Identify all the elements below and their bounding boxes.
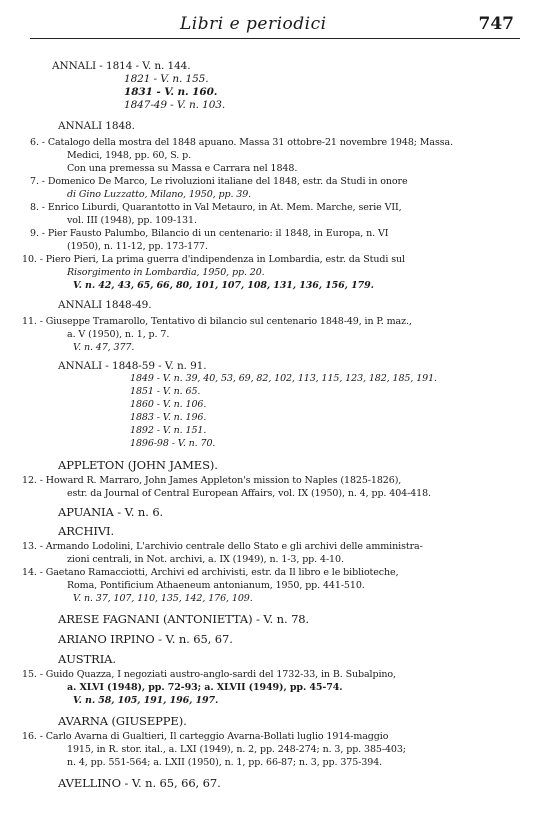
index-line-annali-1860: 1860 - V. n. 106. — [130, 399, 207, 410]
index-line-annali-1821: 1821 - V. n. 155. — [124, 73, 209, 85]
index-line-ariano-head: ARIANO IRPINO - V. n. 65, 67. — [58, 632, 233, 646]
index-line-annali-1849: 1849 - V. n. 39, 40, 53, 69, 82, 102, 113, 115, 123, 182, 185, 191. — [130, 373, 437, 384]
index-line-e12-a: 12. - Howard R. Marraro, John James Appleton's mission to Naples (1825-1826), — [22, 475, 402, 486]
index-line-annali-1851: 1851 - V. n. 65. — [130, 386, 201, 397]
index-line-annali-1883: 1883 - V. n. 196. — [130, 412, 207, 423]
index-line-e6-c: Con una premessa su Massa e Carrara nel 1848. — [67, 163, 298, 174]
index-line-e15-c: V. n. 58, 105, 191, 196, 197. — [73, 695, 219, 706]
index-line-annali-1892: 1892 - V. n. 151. — [130, 425, 207, 436]
index-line-e9-b: (1950), n. 11-12, pp. 173-177. — [67, 241, 208, 252]
index-line-annali-1848-59: ANNALI - 1848-59 - V. n. 91. — [58, 360, 207, 372]
index-line-avellino-head: AVELLINO - V. n. 65, 66, 67. — [58, 776, 221, 790]
index-line-annali-1831: 1831 - V. n. 160. — [124, 86, 218, 98]
index-line-e10-b: Risorgimento in Lombardia, 1950, pp. 20. — [67, 267, 265, 278]
index-line-e9-a: 9. - Pier Fausto Palumbo, Bilancio di un centenario: il 1848, in Europa, n. VI — [30, 228, 389, 239]
index-line-e8-a: 8. - Enrico Liburdi, Quarantotto in Val Metauro, in At. Mem. Marche, serie VII, — [30, 202, 402, 213]
index-line-e10-c: V. n. 42, 43, 65, 66, 80, 101, 107, 108, 131, 136, 156, 179. — [73, 280, 374, 291]
index-line-apuania-head: APUANIA - V. n. 6. — [58, 505, 164, 519]
index-line-e12-b: estr. da Journal of Central European Affairs, vol. IX (1950), n. 4, pp. 404-418. — [67, 488, 431, 499]
index-line-e11-b: a. V (1950), n. 1, p. 7. — [67, 329, 170, 340]
index-line-archivi-head: ARCHIVI. — [58, 524, 115, 538]
index-line-e11-c: V. n. 47, 377. — [73, 342, 135, 353]
index-line-austria-head: AUSTRIA. — [58, 652, 116, 666]
index-line-e16-a: 16. - Carlo Avarna di Gualtieri, Il carteggio Avarna-Bollati luglio 1914-maggio — [22, 731, 389, 742]
index-line-e6-a: 6. - Catalogo della mostra del 1848 apuano. Massa 31 ottobre-21 novembre 1948; Massa. — [30, 137, 454, 148]
index-line-e16-c: n. 4, pp. 551-564; a. LXII (1950), n. 1, pp. 66-87; n. 3, pp. 375-394. — [67, 757, 383, 768]
index-line-annali-1848-head: ANNALI 1848. — [58, 120, 135, 132]
index-line-e14-c: V. n. 37, 107, 110, 135, 142, 176, 109. — [73, 593, 253, 604]
index-line-e14-b: Roma, Pontificium Athaeneum antonianum, 1950, pp. 441-510. — [67, 580, 365, 591]
index-line-appleton-head: APPLETON (JOHN JAMES). — [58, 458, 218, 472]
index-line-e8-b: vol. III (1948), pp. 109-131. — [67, 215, 197, 226]
index-line-annali-1848-49: ANNALI 1848-49. — [58, 299, 152, 311]
index-line-e15-b: a. XLVI (1948), pp. 72-93; a. XLVII (1949), pp. 45-74. — [67, 682, 343, 693]
index-line-e6-b: Medici, 1948, pp. 60, S. p. — [67, 150, 192, 161]
index-line-e13-a: 13. - Armando Lodolini, L'archivio centrale dello Stato e gli archivi delle amministra- — [22, 541, 423, 552]
index-line-e10-a: 10. - Piero Pieri, La prima guerra d'indipendenza in Lombardia, estr. da Studi sul — [22, 254, 405, 265]
index-line-e11-a: 11. - Giuseppe Tramarollo, Tentativo di bilancio sul centenario 1848-49, in P. maz., — [22, 316, 412, 327]
index-line-arese-head: ARESE FAGNANI (ANTONIETTA) - V. n. 78. — [58, 612, 310, 626]
index-line-annali-1814: ANNALI - 1814 - V. n. 144. — [52, 60, 191, 72]
page-number: 747 — [478, 14, 514, 34]
index-line-e16-b: 1915, in R. stor. ital., a. LXI (1949), n. 2, pp. 248-274; n. 3, pp. 385-403; — [67, 744, 406, 755]
index-line-e15-a: 15. - Guido Quazza, I negoziati austro-anglo-sardi del 1732-33, in B. Subalpino, — [22, 669, 396, 680]
index-line-e13-b: zioni centrali, in Not. archivi, a. IX (1949), n. 1-3, pp. 4-10. — [67, 554, 344, 565]
index-line-e14-a: 14. - Gaetano Ramacciotti, Archivi ed archivisti, estr. da Il libro e le biblioteche, — [22, 567, 399, 578]
index-line-avarna-head: AVARNA (GIUSEPPE). — [58, 714, 187, 728]
index-line-annali-1847: 1847-49 - V. n. 103. — [124, 99, 226, 111]
running-title: Libri e periodici — [180, 14, 327, 34]
running-header — [30, 12, 520, 39]
index-line-e7-b: di Gino Luzzatto, Milano, 1950, pp. 39. — [67, 189, 252, 200]
index-line-annali-1896: 1896-98 - V. n. 70. — [130, 438, 216, 449]
index-line-e7-a: 7. - Domenico De Marco, Le rivoluzioni italiane del 1848, estr. da Studi in onore — [30, 176, 408, 187]
